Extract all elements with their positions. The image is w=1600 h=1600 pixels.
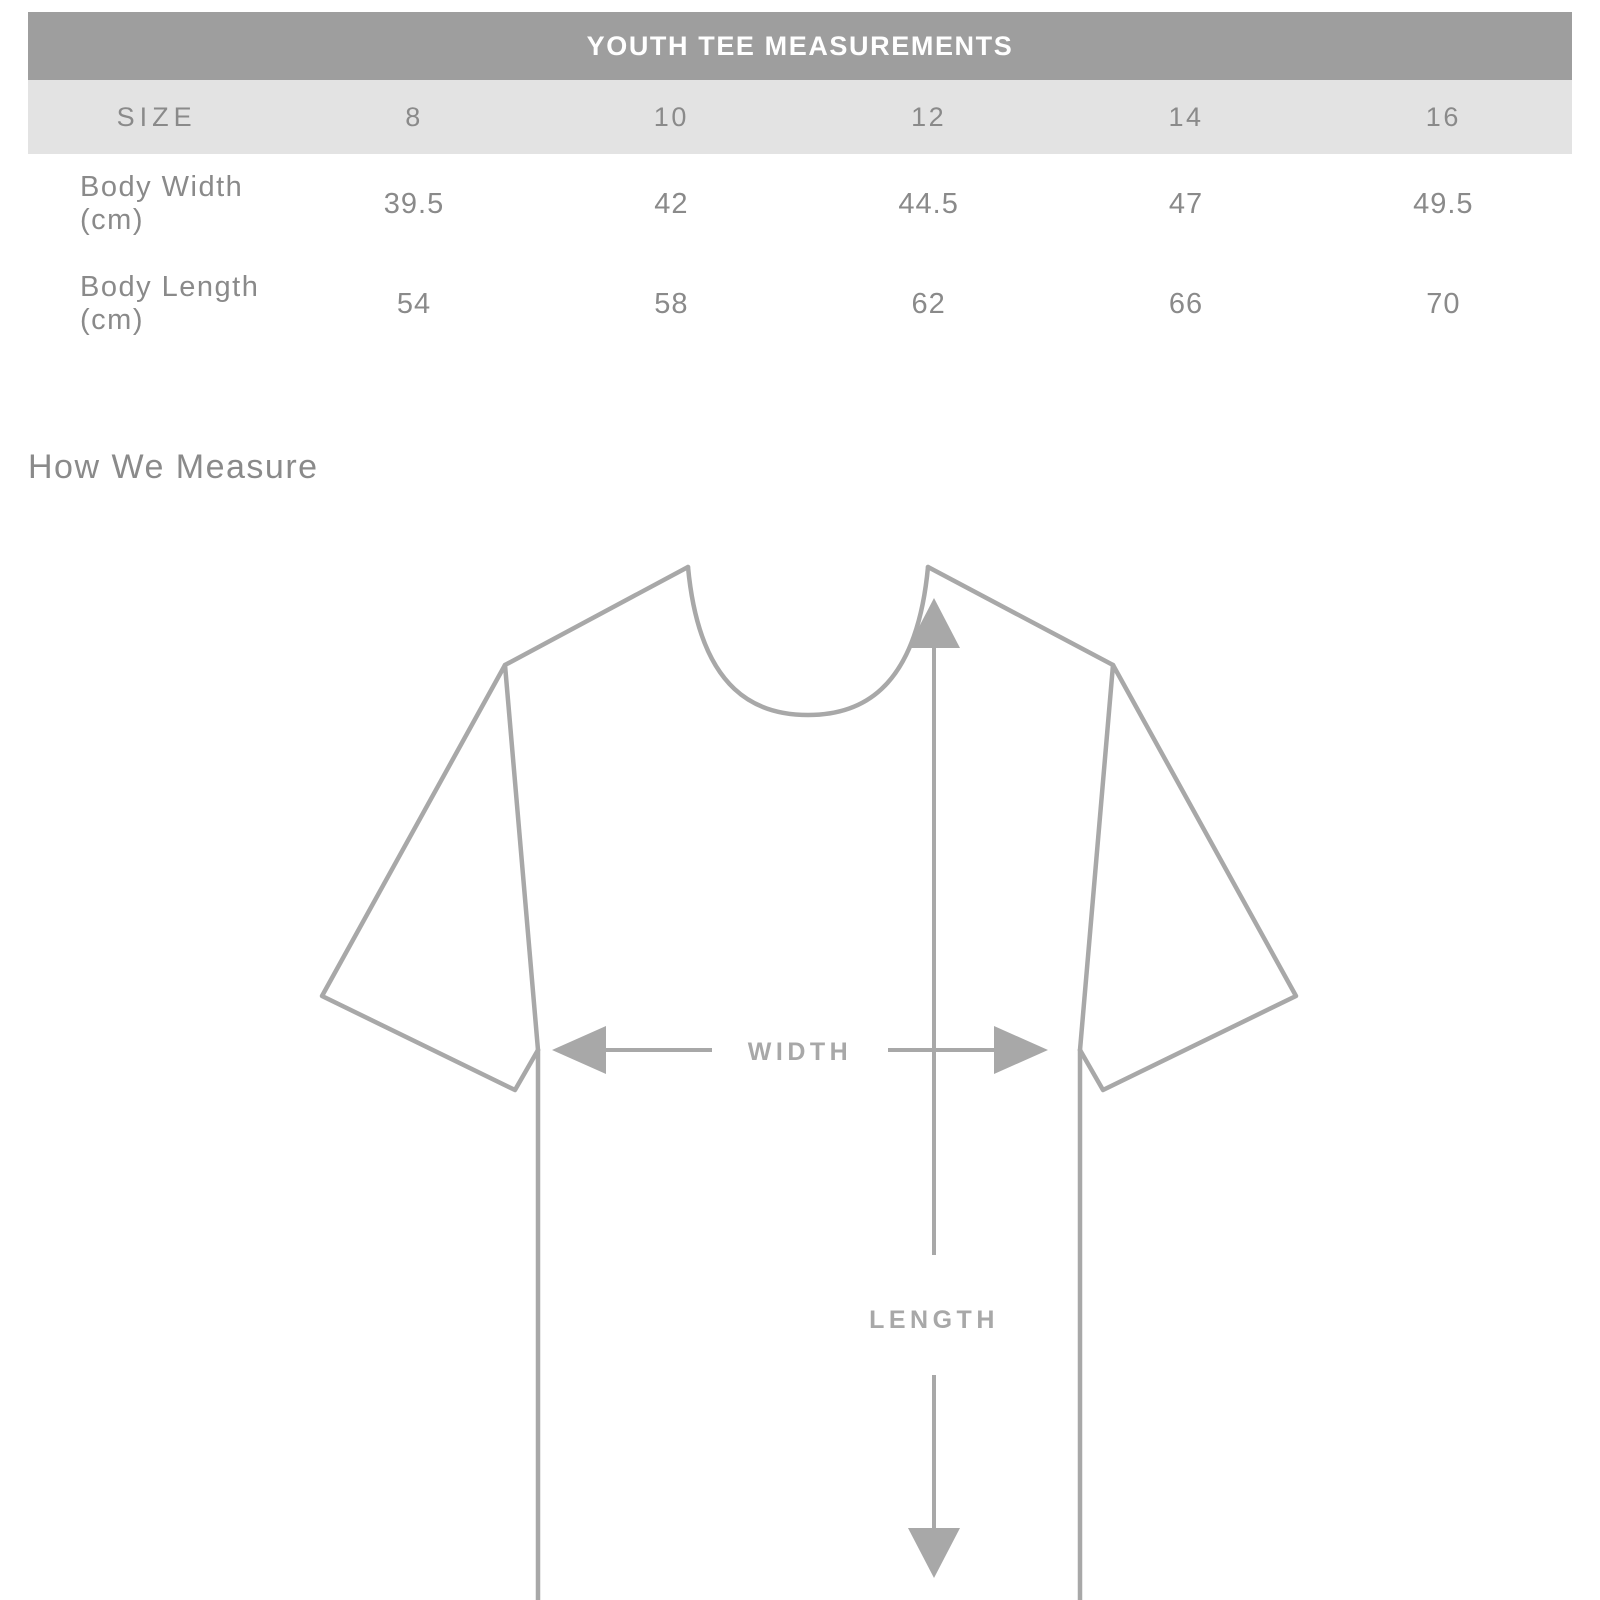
- cell-body-width-14: 47: [1057, 154, 1314, 254]
- cell-body-length-8: 54: [285, 254, 542, 354]
- cell-body-length-16: 70: [1315, 254, 1572, 354]
- column-header-size-16: 16: [1315, 80, 1572, 154]
- column-header-size: SIZE: [28, 80, 285, 154]
- row-label-body-length: Body Length (cm): [28, 254, 285, 354]
- cell-body-width-10: 42: [543, 154, 800, 254]
- measurements-table: [28, 12, 1572, 354]
- cell-body-length-12: 62: [800, 254, 1057, 354]
- table-header-row: [28, 80, 1572, 154]
- column-header-size-12: 12: [800, 80, 1057, 154]
- table-row: [28, 154, 1572, 254]
- length-arrow-icon: [908, 598, 960, 1578]
- how-we-measure-heading: How We Measure: [28, 448, 319, 486]
- cell-body-width-16: 49.5: [1315, 154, 1572, 254]
- column-header-size-8: 8: [285, 80, 542, 154]
- cell-body-length-14: 66: [1057, 254, 1314, 354]
- cell-body-width-12: 44.5: [800, 154, 1057, 254]
- width-label: WIDTH: [747, 1038, 853, 1066]
- column-header-size-10: 10: [543, 80, 800, 154]
- row-label-body-width: Body Width (cm): [28, 154, 285, 254]
- table-row: [28, 254, 1572, 354]
- cell-body-length-10: 58: [543, 254, 800, 354]
- table-title: YOUTH TEE MEASUREMENTS: [28, 12, 1572, 80]
- tshirt-outline-icon: [322, 567, 1296, 1600]
- table-title-row: [28, 12, 1572, 80]
- length-label: LENGTH: [869, 1306, 999, 1334]
- cell-body-width-8: 39.5: [285, 154, 542, 254]
- measurement-diagram: [0, 530, 1600, 1600]
- column-header-size-14: 14: [1057, 80, 1314, 154]
